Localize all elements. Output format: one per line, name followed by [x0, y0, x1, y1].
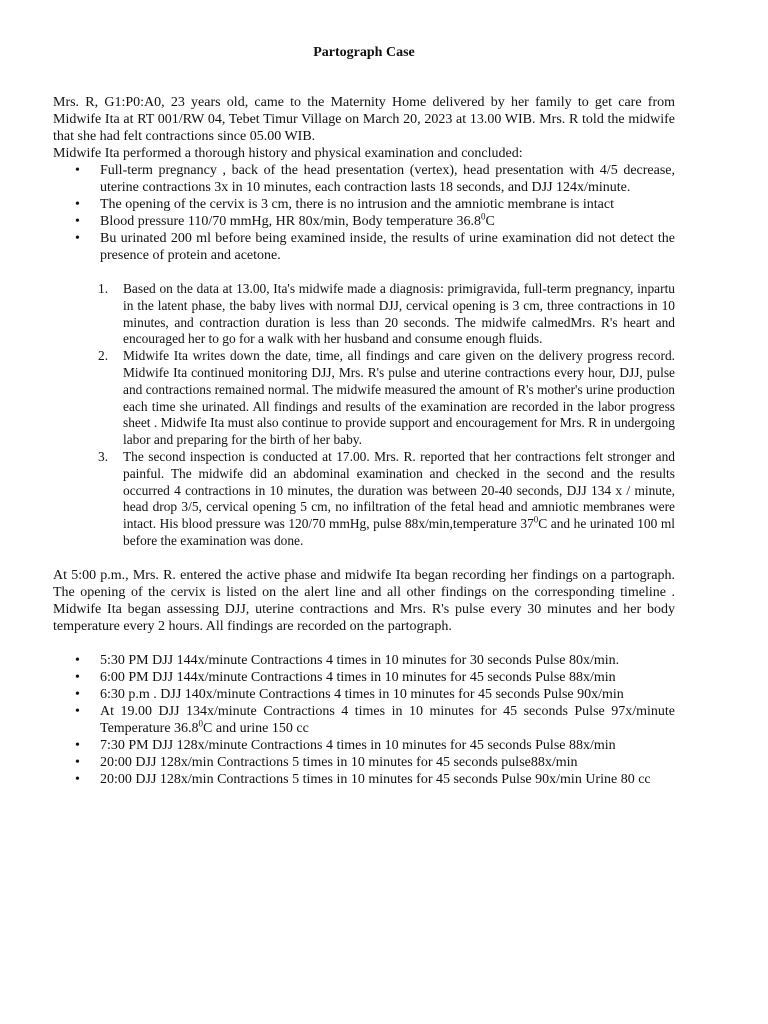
bullet-icon: •	[75, 163, 80, 178]
list-item	[53, 230, 675, 264]
list-item	[53, 754, 675, 771]
item-text: Based on the data at 13.00, Ita's midwife made a diagnosis: primigravida, full-term pregnancy, inpartu in the latent phase, the baby lives with normal DJJ, cervical opening is 3 cm, three contractions in 10 minutes, and contraction duration is less than 20 seconds. The midwife calmedMrs. R's heart and encouraged her to go for a walk with her husband and consume enough fluids.	[123, 281, 675, 347]
finding-text-suffix: C	[485, 214, 495, 229]
observation-text: 6:30 p.m . DJJ 140x/minute Contractions 4 times in 10 minutes for 45 seconds Pulse 90x/min	[100, 686, 624, 702]
observation-text: 6:00 PM DJJ 144x/minute Contractions 4 times in 10 minutes for 45 seconds Pulse 88x/min	[100, 669, 616, 685]
observation-text-suffix: C and urine 150 cc	[203, 720, 309, 736]
bullet-icon: •	[75, 771, 80, 787]
bullet-icon: •	[75, 669, 80, 685]
bullet-icon: •	[75, 703, 80, 719]
bullet-icon: •	[75, 231, 80, 246]
observation-text: 20:00 DJJ 128x/min Contractions 5 times in 10 minutes for 45 seconds Pulse 90x/min Urine 80 cc	[100, 771, 651, 787]
numbered-item	[53, 348, 675, 449]
finding-text: The opening of the cervix is 3 cm, there is no intrusion and the amniotic membrane is intact	[100, 197, 614, 212]
finding-text: Bu urinated 200 ml before being examined inside, the results of urine examination did not detect the presence of protein and acetone.	[100, 231, 675, 263]
finding-text: Blood pressure 110/70 mmHg, HR 80x/min, Body temperature 36.8	[100, 214, 481, 229]
observation-text: At 19.00 DJJ 134x/minute Contractions 4 times in 10 minutes for 45 seconds Pulse 97x/minute Temperature 36.8	[100, 703, 675, 736]
observation-text: 5:30 PM DJJ 144x/minute Contractions 4 times in 10 minutes for 30 seconds Pulse 80x/min.	[100, 652, 620, 668]
list-item	[53, 771, 675, 788]
observation-text: 7:30 PM DJJ 128x/minute Contractions 4 times in 10 minutes for 45 seconds Pulse 88x/min	[100, 737, 616, 753]
document-title: Partograph Case	[313, 45, 415, 60]
finding-text: Full-term pregnancy , back of the head presentation (vertex), head presentation with 4/5 decrease, uterine contractions 3x in 10 minutes, each contraction lasts 18 seconds, and DJJ 124x/minute.	[100, 163, 675, 195]
numbered-list	[53, 281, 675, 550]
exam-intro-line: Midwife Ita performed a thorough history and physical examination and concluded:	[53, 146, 523, 161]
superscript: 0	[480, 211, 486, 222]
item-number: 3.	[98, 448, 109, 464]
bullet-icon: •	[75, 197, 80, 212]
exam-findings-list	[53, 162, 675, 264]
list-item	[53, 737, 675, 754]
item-text: Midwife Ita writes down the date, time, all findings and care given on the delivery progress record. Midwife Ita continued monitoring DJJ, Mrs. R's pulse and uterine contractions every hour, DJJ, pulse and contractions remained normal. The midwife measured the amount of R's mother's urine production each time she urinated. All findings and results of the examination are recorded in the labor progress sheet . Midwife Ita must also continue to provide support and encouragement for Mrs. R in undergoing labor and preparing for the birth of her baby.	[123, 348, 675, 448]
list-item	[53, 686, 675, 703]
active-phase-paragraph: At 5:00 p.m., Mrs. R. entered the active phase and midwife Ita began recording her findings on a partograph. The opening of the cervix is listed on the alert line and all other findings on the corresponding timeline . Midwife Ita began assessing DJJ, uterine contractions and Mrs. R's pulse every 30 minutes and her body temperature every 2 hours. All findings are recorded on the partograph.	[53, 567, 675, 634]
numbered-item	[53, 449, 675, 550]
bullet-icon: •	[75, 754, 80, 770]
superscript: 0	[533, 514, 539, 525]
numbered-item	[53, 281, 675, 348]
list-item	[53, 652, 675, 669]
list-item	[53, 196, 675, 213]
list-item	[53, 213, 675, 230]
superscript: 0	[198, 718, 204, 729]
item-number: 1.	[98, 281, 109, 296]
document-page	[53, 44, 675, 788]
bullet-icon: •	[75, 737, 80, 753]
bullet-icon: •	[75, 214, 80, 229]
list-item	[53, 669, 675, 686]
bullet-icon: •	[75, 686, 80, 702]
observation-text: 20:00 DJJ 128x/min Contractions 5 times in 10 minutes for 45 seconds pulse88x/min	[100, 754, 578, 770]
list-item	[53, 162, 675, 196]
intro-paragraph: Mrs. R, G1:P0:A0, 23 years old, came to the Maternity Home delivered by her family to get care from Midwife Ita at RT 001/RW 04, Tebet Timur Village on March 20, 2023 at 13.00 WIB. Mrs. R told the midwife that she had felt contractions since 05.00 WIB.	[53, 95, 675, 144]
bullet-icon: •	[75, 652, 80, 668]
item-text: The second inspection is conducted at 17.00. Mrs. R. reported that her contractions felt stronger and painful. The midwife did an abdominal examination and checked in the second and the results occurred 4 contractions in 10 minutes, the duration was between 20-40 seconds, DJJ 134 x / minute, head drop 3/5, cervical opening 5 cm, no infiltration of the fetal head and amniotic membranes were intact. His blood pressure was 120/70 mmHg, pulse 88x/min,temperature 37	[123, 448, 675, 532]
item-text-suffix: C and he urinated 100 ml before the examination was done.	[123, 516, 675, 548]
item-number: 2.	[98, 348, 109, 364]
observations-list	[53, 652, 675, 788]
list-item	[53, 703, 675, 737]
